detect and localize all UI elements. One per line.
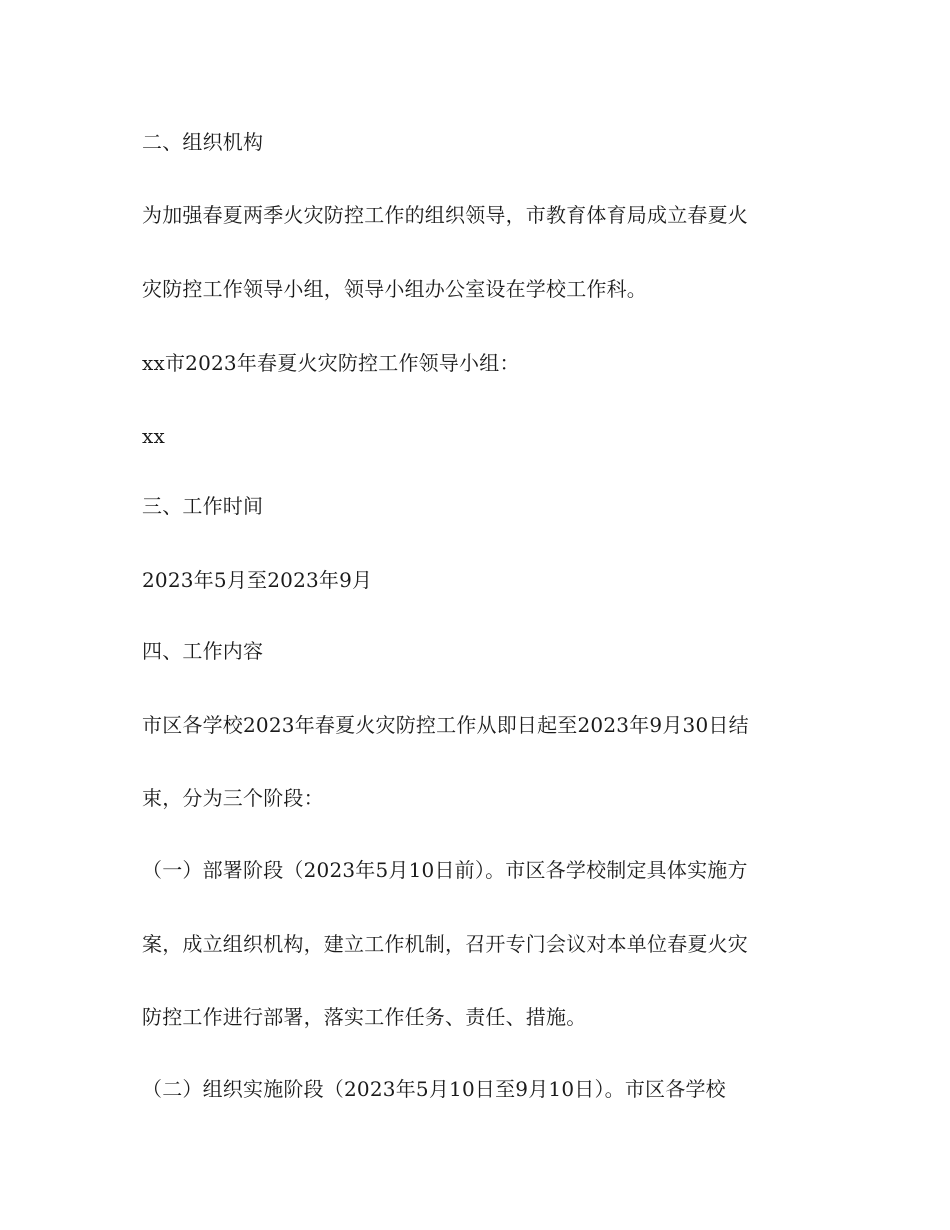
paragraph-line: 防控工作进行部署，落实工作任务、责任、措施。 — [142, 1005, 587, 1029]
leadership-group-label: xx市2023年春夏火灾防控工作领导小组： — [142, 351, 520, 375]
paragraph-line: 束，分为三个阶段： — [142, 786, 324, 810]
paragraph-line: 案，成立组织机构，建立工作机制，召开专门会议对本单位春夏火灾 — [142, 932, 748, 956]
section-heading-work-content: 四、工作内容 — [142, 639, 264, 663]
work-time-range: 2023年5月至2023年9月 — [142, 568, 373, 592]
leadership-group-member: xx — [142, 424, 165, 448]
paragraph-line: 市区各学校2023年春夏火灾防控工作从即日起至2023年9月30日结 — [142, 713, 749, 737]
stage-one-line: （一）部署阶段（2023年5月10日前）。市区各学校制定具体实施方 — [142, 858, 748, 882]
paragraph-line: 灾防控工作领导小组，领导小组办公室设在学校工作科。 — [142, 277, 647, 301]
section-heading-work-time: 三、工作时间 — [142, 494, 264, 518]
paragraph-line: 为加强春夏两季火灾防控工作的组织领导，市教育体育局成立春夏火 — [142, 203, 748, 227]
section-heading-organization: 二、组织机构 — [142, 130, 264, 154]
stage-two-line: （二）组织实施阶段（2023年5月10日至9月10日）。市区各学校 — [142, 1077, 726, 1101]
